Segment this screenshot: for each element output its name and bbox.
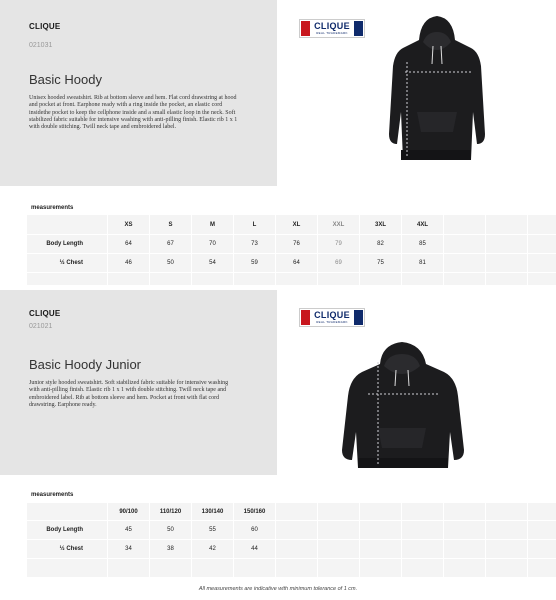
half-chest-value: 50: [150, 254, 191, 272]
empty-cell: [108, 559, 149, 577]
empty-cell: [444, 559, 485, 577]
half-chest-value: 75: [360, 254, 401, 272]
empty-cell: [192, 273, 233, 285]
empty-cell: [318, 559, 359, 577]
empty-cell: [318, 273, 359, 285]
size-header: XS: [108, 215, 149, 234]
empty-cell: [444, 254, 485, 272]
empty-cell: [444, 503, 485, 520]
size-header: 90/100: [108, 503, 149, 520]
half-chest-value: 81: [402, 254, 443, 272]
size-header: 110/120: [150, 503, 191, 520]
body-length-value: 70: [192, 235, 233, 253]
body-length-value: 76: [276, 235, 317, 253]
table-corner: [27, 215, 107, 234]
brand-name: CLIQUE: [29, 309, 61, 318]
logo-subtext: REAL TRADEMARK: [316, 320, 348, 324]
product-description: Junior style hooded sweatshirt. Soft stabilized fabric suitable for intensive washing with anti-pilling finish. Elastic rib 1 x 1 with double stitching. Twill neck tape and embroidered label. Rib at bottom sleeve and hem. Pocket at front with flat cord drawstring. Earphone ready.: [29, 380, 229, 408]
row-label-body-length: Body Length: [27, 521, 107, 539]
half-chest-value: 69: [318, 254, 359, 272]
empty-cell: [444, 521, 485, 539]
empty-cell: [318, 540, 359, 558]
clique-logo: [299, 19, 365, 38]
empty-cell: [486, 273, 527, 285]
measurements-label: measurements: [31, 205, 74, 211]
empty-cell: [402, 503, 443, 520]
body-length-value: 85: [402, 235, 443, 253]
empty-cell: [234, 273, 275, 285]
body-length-value: 82: [360, 235, 401, 253]
body-length-value: 67: [150, 235, 191, 253]
hoodie-image: [383, 12, 491, 164]
empty-cell: [486, 254, 527, 272]
empty-cell: [402, 559, 443, 577]
tolerance-footnote: All measurements are indicative with minimum tolerance of 1 cm.: [198, 586, 358, 592]
empty-cell: [444, 540, 485, 558]
brand-name: CLIQUE: [29, 22, 61, 31]
product-code: 021021: [29, 323, 53, 330]
body-length-value: 79: [318, 235, 359, 253]
half-chest-value: 44: [234, 540, 275, 558]
size-header: XL: [276, 215, 317, 234]
empty-cell: [402, 273, 443, 285]
logo-red-block: [301, 21, 310, 36]
empty-cell: [444, 235, 485, 253]
size-header: M: [192, 215, 233, 234]
empty-cell: [234, 559, 275, 577]
size-table: [27, 215, 556, 285]
logo-blue-block: [354, 21, 363, 36]
empty-cell: [360, 540, 401, 558]
hoodie-image: [338, 340, 468, 472]
empty-cell: [528, 559, 556, 577]
half-chest-value: 46: [108, 254, 149, 272]
empty-cell: [360, 503, 401, 520]
size-header: 130/140: [192, 503, 233, 520]
empty-cell: [402, 521, 443, 539]
size-header: 150/160: [234, 503, 275, 520]
logo-red-block: [301, 310, 310, 325]
size-header: XXL: [318, 215, 359, 234]
empty-cell: [150, 559, 191, 577]
product-title: Basic Hoody Junior: [29, 357, 141, 372]
empty-cell: [486, 215, 527, 234]
empty-cell: [318, 503, 359, 520]
empty-cell: [528, 273, 556, 285]
half-chest-value: 42: [192, 540, 233, 558]
size-header: S: [150, 215, 191, 234]
empty-cell: [486, 559, 527, 577]
empty-cell: [276, 503, 317, 520]
row-label-half-chest: ½ Chest: [27, 254, 107, 272]
empty-cell: [360, 521, 401, 539]
measurements-label: measurements: [31, 492, 74, 498]
empty-cell: [486, 521, 527, 539]
half-chest-value: 59: [234, 254, 275, 272]
body-length-value: 55: [192, 521, 233, 539]
clique-logo: [299, 308, 365, 327]
half-chest-value: 64: [276, 254, 317, 272]
size-header: 4XL: [402, 215, 443, 234]
empty-cell: [192, 559, 233, 577]
empty-cell: [150, 273, 191, 285]
empty-cell: [402, 540, 443, 558]
body-length-value: 60: [234, 521, 275, 539]
half-chest-value: 38: [150, 540, 191, 558]
logo-subtext: REAL TRADEMARK: [316, 31, 348, 35]
size-table: [27, 503, 556, 577]
empty-cell: [528, 215, 556, 234]
table-corner: [27, 503, 107, 520]
empty-cell: [528, 503, 556, 520]
logo-wordmark: CLIQUE: [314, 310, 350, 320]
product-description: Unisex hooded sweatshirt. Rib at bottom sleeve and hem. Flat cord drawstring at hood and pocket at front. Earphone ready with a ring inside the pocket, an elastic cord insidethe pocket to keep the cellphone inside and a small elastic loop in the neck. Soft stabilized fabric suitable for intensive washing with anti-pilling finish. Elastic rib 1 x 1 with double stitching. Twill neck tape and embroidered label.: [29, 95, 238, 131]
row-label-body-length: Body Length: [27, 235, 107, 253]
empty-cell: [444, 215, 485, 234]
empty-cell: [486, 235, 527, 253]
empty-cell: [528, 540, 556, 558]
empty-cell: [528, 254, 556, 272]
row-label-half-chest: ½ Chest: [27, 540, 107, 558]
body-length-value: 73: [234, 235, 275, 253]
body-length-value: 50: [150, 521, 191, 539]
size-header: L: [234, 215, 275, 234]
empty-cell: [276, 559, 317, 577]
half-chest-value: 34: [108, 540, 149, 558]
empty-cell: [360, 273, 401, 285]
empty-cell: [318, 521, 359, 539]
empty-cell: [276, 521, 317, 539]
logo-wordmark: CLIQUE: [314, 21, 350, 31]
body-length-value: 45: [108, 521, 149, 539]
empty-cell: [486, 503, 527, 520]
empty-cell: [27, 559, 107, 577]
empty-cell: [27, 273, 107, 285]
empty-cell: [528, 235, 556, 253]
body-length-value: 64: [108, 235, 149, 253]
empty-cell: [108, 273, 149, 285]
empty-cell: [276, 273, 317, 285]
product-code: 021031: [29, 42, 53, 49]
logo-blue-block: [354, 310, 363, 325]
half-chest-value: 54: [192, 254, 233, 272]
product-title: Basic Hoody: [29, 72, 102, 87]
empty-cell: [360, 559, 401, 577]
size-header: 3XL: [360, 215, 401, 234]
empty-cell: [276, 540, 317, 558]
empty-cell: [528, 521, 556, 539]
empty-cell: [486, 540, 527, 558]
empty-cell: [444, 273, 485, 285]
